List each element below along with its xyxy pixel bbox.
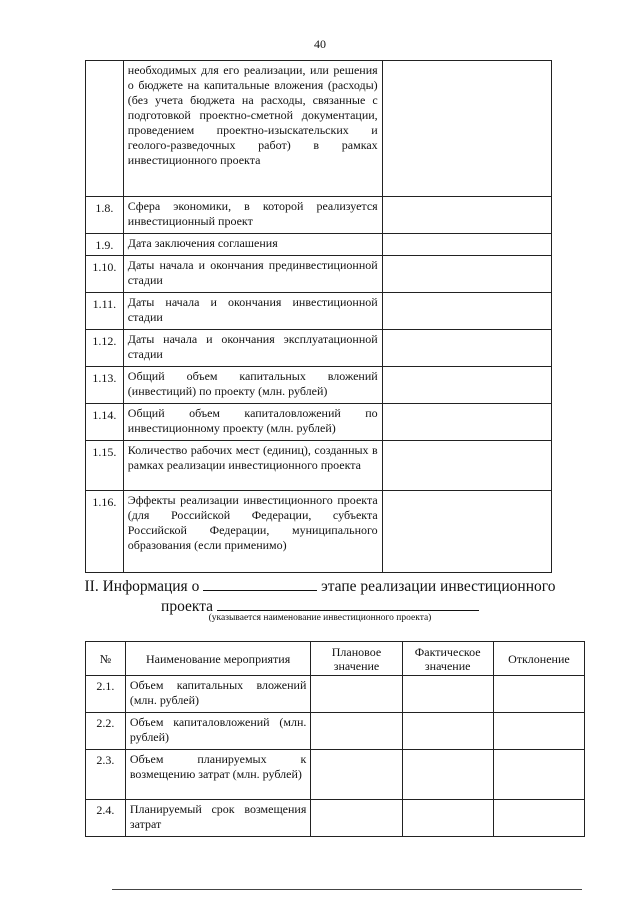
row-description: Даты начала и окончания инвестиционной стадии xyxy=(123,293,382,330)
row-number: 1.14. xyxy=(86,404,124,441)
value-cell[interactable] xyxy=(382,256,551,293)
row-number: 1.13. xyxy=(86,367,124,404)
project-name-note: (указывается наименование инвестиционного проекта) xyxy=(208,613,432,623)
table-row xyxy=(86,800,585,837)
row-number: 1.15. xyxy=(86,441,124,491)
planned-value-cell[interactable] xyxy=(311,750,402,800)
row-number: 1.8. xyxy=(86,197,124,234)
row-description: Общий объем капитальных вложений (инвестиций) по проекту (млн. рублей) xyxy=(123,367,382,404)
row-number: 1.12. xyxy=(86,330,124,367)
table-row xyxy=(86,367,552,404)
row-number: 1.11. xyxy=(86,293,124,330)
section-title-part2: этапе реализации инвестиционного xyxy=(321,578,556,595)
footer-rule xyxy=(112,889,582,890)
row-number xyxy=(86,61,124,197)
actual-value-cell[interactable] xyxy=(402,800,493,837)
row-number: 2.3. xyxy=(86,750,126,800)
section-title-part3: проекта xyxy=(161,598,214,615)
row-number: 1.9. xyxy=(86,234,124,256)
value-cell[interactable] xyxy=(382,404,551,441)
table-row xyxy=(86,293,552,330)
row-description: Общий объем капиталовложений по инвестиционному проекту (млн. рублей) xyxy=(123,404,382,441)
row-description: Количество рабочих мест (единиц), созданных в рамках реализации инвестиционного проекта xyxy=(123,441,382,491)
table-row xyxy=(86,61,552,197)
value-cell[interactable] xyxy=(382,441,551,491)
table-row xyxy=(86,750,585,800)
deviation-cell[interactable] xyxy=(493,713,584,750)
deviation-cell[interactable] xyxy=(493,676,584,713)
section-title xyxy=(0,576,640,596)
row-description: Даты начала и окончания эксплуатационной стадии xyxy=(123,330,382,367)
row-description: Эффекты реализации инвестиционного проекта (для Российской Федерации, субъекта Российской Федерации, муниципального образования (если применимо) xyxy=(123,491,382,573)
row-description: Даты начала и окончания прединвестиционной стадии xyxy=(123,256,382,293)
section-title-part1: II. Информация о xyxy=(84,578,200,595)
row-number: 1.16. xyxy=(86,491,124,573)
value-cell[interactable] xyxy=(382,491,551,573)
row-number: 2.2. xyxy=(86,713,126,750)
value-cell[interactable] xyxy=(382,234,551,256)
col-header-activity: Наименование мероприятия xyxy=(125,642,311,676)
table-row xyxy=(86,441,552,491)
page-number: 40 xyxy=(314,37,326,51)
row-description: Дата заключения соглашения xyxy=(123,234,382,256)
row-description: Планируемый срок возмещения затрат xyxy=(125,800,311,837)
table-row xyxy=(86,676,585,713)
planned-value-cell[interactable] xyxy=(311,713,402,750)
row-description: Объем капитальных вложений (млн. рублей) xyxy=(125,676,311,713)
stage-info-table xyxy=(85,641,585,837)
table-row xyxy=(86,234,552,256)
table-row xyxy=(86,404,552,441)
project-info-table xyxy=(85,60,552,573)
value-cell[interactable] xyxy=(382,367,551,404)
actual-value-cell[interactable] xyxy=(402,750,493,800)
table-row xyxy=(86,713,585,750)
row-description: Сфера экономики, в которой реализуется инвестиционный проект xyxy=(123,197,382,234)
row-number: 1.10. xyxy=(86,256,124,293)
value-cell[interactable] xyxy=(382,330,551,367)
value-cell[interactable] xyxy=(382,293,551,330)
table-row xyxy=(86,491,552,573)
value-cell[interactable] xyxy=(382,197,551,234)
planned-value-cell[interactable] xyxy=(311,676,402,713)
value-cell[interactable] xyxy=(382,61,551,197)
deviation-cell[interactable] xyxy=(493,800,584,837)
col-header-planned: Плановое значение xyxy=(311,642,402,676)
table-header-row xyxy=(86,642,585,676)
row-description: Объем капиталовложений (млн. рублей) xyxy=(125,713,311,750)
actual-value-cell[interactable] xyxy=(402,713,493,750)
planned-value-cell[interactable] xyxy=(311,800,402,837)
col-header-number: № xyxy=(86,642,126,676)
deviation-cell[interactable] xyxy=(493,750,584,800)
row-description: Объем планируемых к возмещению затрат (млн. рублей) xyxy=(125,750,311,800)
table-row xyxy=(86,330,552,367)
table-row xyxy=(86,256,552,293)
col-header-actual: Фактическое значение xyxy=(402,642,493,676)
actual-value-cell[interactable] xyxy=(402,676,493,713)
row-number: 2.1. xyxy=(86,676,126,713)
col-header-deviation: Отклонение xyxy=(493,642,584,676)
table-row xyxy=(86,197,552,234)
project-name-blank-line xyxy=(217,596,479,611)
row-description: необходимых для его реализации, или решения о бюджете на капитальные вложения (расходы) (без учета бюджета на расходы, связанные с подготовкой проектно-сметной документации, проведением проектно-изыскательских и геолого-разведочных работ) в рамках инвестиционного проекта xyxy=(123,61,382,197)
row-number: 2.4. xyxy=(86,800,126,837)
stage-blank-line xyxy=(203,576,317,591)
